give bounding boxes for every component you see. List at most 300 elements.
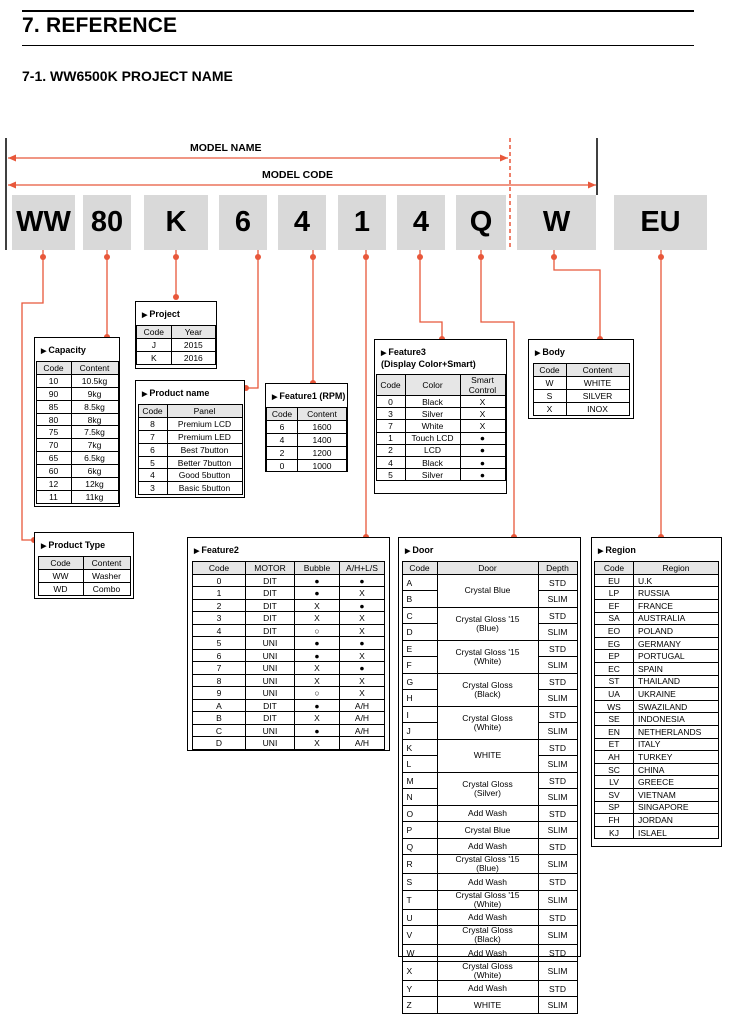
- table-row: [36, 490, 118, 503]
- code-box-k: K: [144, 195, 208, 250]
- table-cell: 7.5kg: [71, 426, 118, 439]
- table-cell: 0: [267, 459, 298, 472]
- table-row: [137, 338, 216, 351]
- table-cell: EU: [595, 574, 634, 587]
- table-cell: Crystal Blue: [437, 822, 538, 839]
- table-cell: 5: [193, 637, 246, 650]
- table-title: [142, 388, 244, 400]
- table-cell: Premium LCD: [167, 417, 242, 430]
- table-cell: 1: [376, 432, 405, 444]
- table-cell: WD: [38, 582, 83, 595]
- table-cell: U: [402, 909, 437, 926]
- table-title-text: Region: [605, 545, 636, 555]
- table-cell: 12kg: [71, 478, 118, 491]
- table-row: [402, 945, 577, 962]
- table-cell: 6: [138, 443, 167, 456]
- table-cell: WHITE: [437, 997, 538, 1014]
- data-table: [594, 561, 719, 839]
- table-cell: SLIM: [538, 756, 577, 773]
- table-cell: K: [137, 351, 172, 364]
- column-header: A/H+L/S: [340, 562, 385, 575]
- table-cell: 11: [36, 490, 71, 503]
- table-cell: VIETNAM: [634, 788, 719, 801]
- table-cell: 2015: [171, 338, 215, 351]
- table-row: [193, 574, 385, 587]
- table-title-text: Door: [412, 545, 434, 555]
- table-row: [402, 574, 577, 591]
- table-row: [402, 874, 577, 891]
- table-cell: SLIM: [538, 890, 577, 909]
- table-row: [267, 459, 347, 472]
- table-row: [267, 420, 347, 433]
- column-header: MOTOR: [246, 562, 295, 575]
- triangle-bullet-icon: ▶: [41, 543, 49, 550]
- table-row: [402, 890, 577, 909]
- table-cell: 60: [36, 465, 71, 478]
- table-cell: EO: [595, 625, 634, 638]
- table-cell: N: [402, 789, 437, 806]
- table-cell: S: [533, 389, 566, 402]
- table-row: [595, 675, 719, 688]
- header-row: [595, 562, 719, 575]
- table-cell: Silver: [405, 469, 460, 481]
- table-cell: UNI: [246, 724, 295, 737]
- data-table: [38, 556, 131, 596]
- table-cell: L: [402, 756, 437, 773]
- table-cell: J: [137, 338, 172, 351]
- table-cell: ITALY: [634, 738, 719, 751]
- table-cell: P: [402, 822, 437, 839]
- column-header: Depth: [538, 562, 577, 575]
- table-cell: SWAZILAND: [634, 700, 719, 713]
- table-cell: ●: [460, 456, 505, 468]
- table-cell: 1: [193, 587, 246, 600]
- table-cell: X: [340, 624, 385, 637]
- table-cell: 11kg: [71, 490, 118, 503]
- table-cell: SLIM: [538, 591, 577, 608]
- table-cell: Basic 5button: [167, 482, 242, 495]
- table-cell: 6.5kg: [71, 452, 118, 465]
- table-cell: SC: [595, 763, 634, 776]
- table-cell: UNI: [246, 649, 295, 662]
- header-row: [267, 408, 347, 421]
- table-cell: SLIM: [538, 822, 577, 839]
- table-cell: X: [460, 396, 505, 408]
- table-cell: UNI: [246, 687, 295, 700]
- table-row: [595, 738, 719, 751]
- header-row: [138, 405, 242, 418]
- table-cell: 7: [193, 662, 246, 675]
- table-row: [402, 961, 577, 980]
- table-cell: 1600: [298, 420, 347, 433]
- table-row: [402, 706, 577, 723]
- column-header: Content: [71, 362, 118, 375]
- triangle-bullet-icon: ▶: [142, 391, 150, 398]
- table-row: [193, 637, 385, 650]
- table-cell: Black: [405, 456, 460, 468]
- table-cell: SLIM: [538, 657, 577, 674]
- table-cell: STD: [538, 739, 577, 756]
- code-box-1: 1: [338, 195, 386, 250]
- data-table: [192, 561, 385, 750]
- column-header: Region: [634, 562, 719, 575]
- table-cell: STD: [538, 945, 577, 962]
- body-table: [528, 339, 634, 419]
- region-table: [591, 537, 722, 847]
- table-cell: ●: [460, 469, 505, 481]
- column-header: Door: [437, 562, 538, 575]
- table-cell: STD: [538, 640, 577, 657]
- table-cell: Crystal Gloss '15 (Blue): [437, 855, 538, 874]
- table-cell: W: [533, 376, 566, 389]
- table-cell: STD: [538, 706, 577, 723]
- table-cell: Crystal Blue: [437, 574, 538, 607]
- table-cell: A: [402, 574, 437, 591]
- column-header: Code: [138, 405, 167, 418]
- table-title-text: Capacity: [48, 345, 86, 355]
- table-cell: AUSTRALIA: [634, 612, 719, 625]
- table-cell: ●: [340, 574, 385, 587]
- table-row: [595, 600, 719, 613]
- data-table: [533, 363, 630, 416]
- table-cell: White: [405, 420, 460, 432]
- header-row: [193, 562, 385, 575]
- table-cell: 5: [138, 456, 167, 469]
- table-row: [595, 763, 719, 776]
- table-cell: LV: [595, 776, 634, 789]
- table-cell: K: [402, 739, 437, 756]
- triangle-bullet-icon: ▶: [41, 348, 49, 355]
- table-cell: Good 5button: [167, 469, 242, 482]
- table-cell: 4: [376, 456, 405, 468]
- door-table: [398, 537, 581, 1011]
- table-cell: THAILAND: [634, 675, 719, 688]
- header-row: [137, 326, 216, 339]
- table-row: [595, 713, 719, 726]
- table-row: [138, 482, 242, 495]
- table-row: [595, 776, 719, 789]
- table-cell: UNI: [246, 737, 295, 750]
- table-cell: X: [340, 674, 385, 687]
- table-cell: STD: [538, 805, 577, 822]
- table-cell: WW: [38, 569, 83, 582]
- table-cell: J: [402, 723, 437, 740]
- table-cell: Q: [402, 838, 437, 855]
- table-row: [36, 465, 118, 478]
- table-cell: ●: [340, 599, 385, 612]
- table-cell: Washer: [83, 569, 130, 582]
- table-cell: ○: [295, 624, 340, 637]
- table-row: [138, 417, 242, 430]
- table-cell: 1400: [298, 433, 347, 446]
- code-box-w: W: [517, 195, 596, 250]
- table-cell: SLIM: [538, 789, 577, 806]
- product-name-table: [135, 380, 245, 498]
- table-row: [193, 737, 385, 750]
- feature3-table: [374, 339, 507, 494]
- column-header: Code: [36, 362, 71, 375]
- table-cell: CHINA: [634, 763, 719, 776]
- table-cell: STD: [538, 909, 577, 926]
- table-cell: Best 7button: [167, 443, 242, 456]
- table-cell: 8.5kg: [71, 400, 118, 413]
- triangle-bullet-icon: ▶: [194, 548, 202, 555]
- column-header: Code: [533, 364, 566, 377]
- code-box-4b: 4: [397, 195, 445, 250]
- table-cell: X: [295, 674, 340, 687]
- table-cell: Crystal Gloss '15 (White): [437, 890, 538, 909]
- table-row: [36, 400, 118, 413]
- table-cell: 8kg: [71, 413, 118, 426]
- table-cell: Combo: [83, 582, 130, 595]
- table-cell: Crystal Gloss (Silver): [437, 772, 538, 805]
- table-cell: T: [402, 890, 437, 909]
- code-box-80: 80: [83, 195, 131, 250]
- table-cell: Crystal Gloss (Black): [437, 926, 538, 945]
- table-cell: Better 7button: [167, 456, 242, 469]
- table-cell: STD: [538, 574, 577, 591]
- table-cell: Add Wash: [437, 874, 538, 891]
- table-cell: INDONESIA: [634, 713, 719, 726]
- table-cell: UKRAINE: [634, 688, 719, 701]
- table-row: [38, 582, 130, 595]
- triangle-bullet-icon: ▶: [535, 350, 543, 357]
- table-row: [595, 700, 719, 713]
- header-row: [36, 362, 118, 375]
- code-box-ww: WW: [12, 195, 75, 250]
- triangle-bullet-icon: ▶: [405, 548, 413, 555]
- table-cell: 2: [193, 599, 246, 612]
- table-cell: WS: [595, 700, 634, 713]
- table-cell: 85: [36, 400, 71, 413]
- column-header: Code: [267, 408, 298, 421]
- table-cell: 1200: [298, 446, 347, 459]
- table-row: [402, 909, 577, 926]
- table-row: [595, 814, 719, 827]
- table-row: [193, 687, 385, 700]
- table-cell: 9: [193, 687, 246, 700]
- table-title-text: Product Type: [48, 540, 106, 550]
- triangle-bullet-icon: ▶: [598, 548, 606, 555]
- data-table: [138, 404, 243, 495]
- table-cell: JORDAN: [634, 814, 719, 827]
- table-cell: E: [402, 640, 437, 657]
- table-title: [272, 391, 347, 403]
- table-cell: ●: [460, 432, 505, 444]
- table-cell: X: [340, 587, 385, 600]
- table-cell: 4: [267, 433, 298, 446]
- table-cell: A: [193, 699, 246, 712]
- table-cell: 5: [376, 469, 405, 481]
- table-cell: Y: [402, 980, 437, 997]
- table-cell: SLIM: [538, 690, 577, 707]
- table-cell: DIT: [246, 712, 295, 725]
- table-cell: U.K: [634, 574, 719, 587]
- table-cell: ST: [595, 675, 634, 688]
- table-title: [598, 545, 721, 557]
- project-table: [135, 301, 217, 369]
- table-title: [535, 347, 633, 359]
- table-cell: EC: [595, 663, 634, 676]
- page-title: 7. REFERENCE: [22, 14, 178, 37]
- table-cell: G: [402, 673, 437, 690]
- table-row: [595, 637, 719, 650]
- table-row: [267, 446, 347, 459]
- table-cell: SLIM: [538, 855, 577, 874]
- data-table: [136, 325, 216, 365]
- table-cell: AH: [595, 751, 634, 764]
- column-header: Smart Control: [460, 375, 505, 396]
- column-header: Code: [137, 326, 172, 339]
- table-cell: S: [402, 874, 437, 891]
- table-cell: Add Wash: [437, 805, 538, 822]
- table-cell: 6kg: [71, 465, 118, 478]
- table-cell: 9kg: [71, 387, 118, 400]
- table-row: [376, 408, 505, 420]
- table-cell: GERMANY: [634, 637, 719, 650]
- table-cell: STD: [538, 673, 577, 690]
- table-title: [194, 545, 389, 557]
- table-cell: POLAND: [634, 625, 719, 638]
- table-row: [193, 674, 385, 687]
- feature1-table: [265, 383, 348, 472]
- table-row: [533, 389, 629, 402]
- table-cell: 10.5kg: [71, 374, 118, 387]
- table-cell: 7kg: [71, 439, 118, 452]
- table-cell: X: [295, 612, 340, 625]
- table-cell: 12: [36, 478, 71, 491]
- column-header: Code: [38, 557, 83, 570]
- table-cell: X: [295, 737, 340, 750]
- table-cell: FH: [595, 814, 634, 827]
- table-title: [41, 345, 119, 357]
- data-table: [402, 561, 578, 1014]
- table-row: [193, 724, 385, 737]
- column-header: Code: [402, 562, 437, 575]
- table-title-text: Feature1 (RPM): [279, 391, 346, 401]
- table-cell: 1000: [298, 459, 347, 472]
- table-cell: ●: [460, 444, 505, 456]
- header-row: [376, 375, 505, 396]
- table-cell: UA: [595, 688, 634, 701]
- table-row: [36, 452, 118, 465]
- table-row: [595, 625, 719, 638]
- table-cell: SLIM: [538, 624, 577, 641]
- model-name-label: MODEL NAME: [190, 142, 262, 154]
- table-cell: A/H: [340, 699, 385, 712]
- table-cell: STD: [538, 607, 577, 624]
- table-title-text: Feature3 (Display Color+Smart): [381, 347, 476, 369]
- table-title-text: Body: [542, 347, 565, 357]
- table-cell: 0: [376, 396, 405, 408]
- table-row: [595, 650, 719, 663]
- table-cell: 3: [138, 482, 167, 495]
- code-box-6: 6: [219, 195, 267, 250]
- table-cell: X: [295, 662, 340, 675]
- table-row: [36, 426, 118, 439]
- table-row: [595, 574, 719, 587]
- table-title-text: Project: [149, 309, 180, 319]
- table-row: [36, 387, 118, 400]
- table-cell: 8: [193, 674, 246, 687]
- table-row: [267, 433, 347, 446]
- table-cell: D: [402, 624, 437, 641]
- table-cell: UNI: [246, 662, 295, 675]
- table-row: [533, 376, 629, 389]
- table-cell: RUSSIA: [634, 587, 719, 600]
- table-cell: WHITE: [566, 376, 629, 389]
- header-row: [402, 562, 577, 575]
- table-cell: STD: [538, 874, 577, 891]
- table-cell: Crystal Gloss (Black): [437, 673, 538, 706]
- table-row: [595, 751, 719, 764]
- table-row: [193, 712, 385, 725]
- table-cell: F: [402, 657, 437, 674]
- table-cell: ET: [595, 738, 634, 751]
- table-cell: V: [402, 926, 437, 945]
- column-header: Code: [376, 375, 405, 396]
- table-cell: X: [340, 687, 385, 700]
- table-row: [193, 624, 385, 637]
- table-title: [41, 540, 133, 552]
- table-cell: B: [402, 591, 437, 608]
- table-cell: NETHERLANDS: [634, 726, 719, 739]
- table-row: [595, 688, 719, 701]
- header-row: [533, 364, 629, 377]
- table-row: [193, 662, 385, 675]
- table-cell: EF: [595, 600, 634, 613]
- table-cell: 80: [36, 413, 71, 426]
- table-row: [193, 599, 385, 612]
- table-cell: Add Wash: [437, 838, 538, 855]
- table-cell: X: [460, 420, 505, 432]
- table-cell: SLIM: [538, 997, 577, 1014]
- table-cell: KJ: [595, 826, 634, 839]
- triangle-bullet-icon: ▶: [142, 312, 150, 319]
- table-cell: ○: [295, 687, 340, 700]
- table-cell: STD: [538, 838, 577, 855]
- table-cell: WHITE: [437, 739, 538, 772]
- table-title-text: Feature2: [201, 545, 239, 555]
- table-row: [402, 822, 577, 839]
- table-cell: 2016: [171, 351, 215, 364]
- table-cell: C: [193, 724, 246, 737]
- table-cell: 8: [138, 417, 167, 430]
- section-title: 7-1. WW6500K PROJECT NAME: [22, 68, 233, 84]
- table-row: [138, 456, 242, 469]
- table-cell: 10: [36, 374, 71, 387]
- table-cell: D: [193, 737, 246, 750]
- table-cell: FRANCE: [634, 600, 719, 613]
- table-row: [36, 413, 118, 426]
- table-cell: SLIM: [538, 723, 577, 740]
- triangle-bullet-icon: ▶: [381, 350, 389, 357]
- table-cell: Crystal Gloss '15 (White): [437, 640, 538, 673]
- table-row: [376, 444, 505, 456]
- table-cell: X: [402, 961, 437, 980]
- header-row: [38, 557, 130, 570]
- table-row: [595, 788, 719, 801]
- table-cell: 6: [267, 420, 298, 433]
- table-cell: LCD: [405, 444, 460, 456]
- table-row: [595, 826, 719, 839]
- table-cell: ●: [295, 699, 340, 712]
- table-row: [376, 432, 505, 444]
- table-title: [142, 309, 216, 321]
- table-cell: X: [295, 712, 340, 725]
- table-cell: 75: [36, 426, 71, 439]
- table-cell: X: [340, 649, 385, 662]
